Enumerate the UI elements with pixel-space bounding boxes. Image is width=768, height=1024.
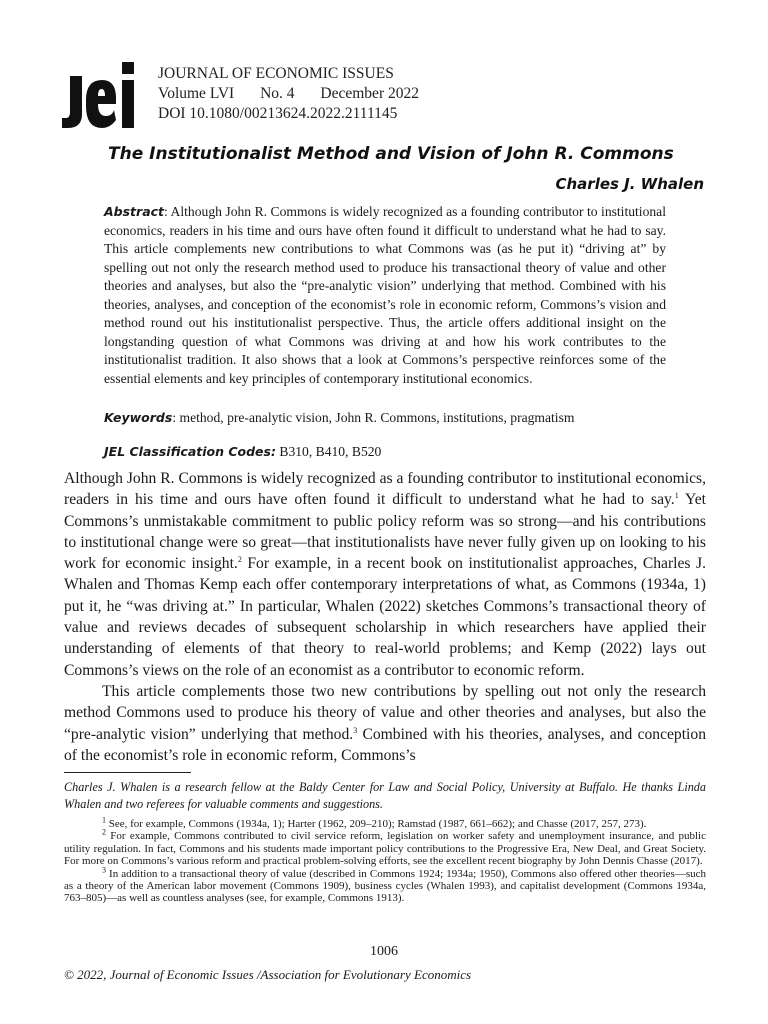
jel-text: B310, B410, B520 xyxy=(275,444,382,459)
p1-part-b: Yet Commons’s unmistakable commitment to public policy reform was so strong—and his contributions to institutional change were so great—that institutionalists have never fully given up on looking to his work for economic insight. xyxy=(64,491,706,573)
footnote-3-text: In addition to a transactional theory of value (described in Commons 1924; 1934a; 1950), Commons also offered other theories—such as a theory of the American labor movement (Commons 1909), business cycles (Whalen 1993), and capitalist development (Commons 1934a, 763–805)—as well as countless analyses (see, for example, Commons 1913). xyxy=(64,867,706,905)
footnote-2-text: For example, Commons contributed to civil service reform, legislation on worker safety and unemployment insurance, and public utility regulation. In fact, Commons and his students made important policy contributions to the Progressive Era, New Deal, and Great Society. For more on Commons’s various reform and practical problem-solving efforts, see the excellent recent biography by John Dennis Chasse (2017). xyxy=(64,830,706,868)
author-bio: Charles J. Whalen is a research fellow at the Baldy Center for Law and Social Policy, University at Buffalo. He thanks Linda Whalen and two referees for valuable comments and suggestions. xyxy=(64,780,706,811)
paragraph-2 xyxy=(64,681,706,766)
p2-part-a: This article complements those two new contributions by spelling out not only the research method Commons used to produce his theory of value and other theories and analyses, but also the “pre-analytic vision” underlying that method. xyxy=(64,682,706,743)
issue-date: December 2022 xyxy=(320,85,419,102)
abstract-text: : Although John R. Commons is widely recognized as a founding contributor to institutional economics, readers in his time and ours have often found it difficult to understand what he had to say. This article complements new contributions to what Commons was (as he put it) “driving at” by spelling out not only the research method used to produce his transactional theory of value and other theories and analyses, but also the “pre-analytic vision” underlying that method. Combined with his theories, analyses, and conception of the economist’s role in economic reform, Commons’s vision and method round out his institutionalist perspective. Thus, the article offers additional insight on the longstanding question of what Commons was driving at and how his work contributes to the institutionalist tradition. It also shows that a look at Commons’s perspective reinforces some of the essential elements and key principles of contemporary institutional economics. xyxy=(104,204,666,386)
footnote-mark-3: 3 xyxy=(102,864,106,874)
masthead xyxy=(158,64,419,124)
page-number: 1006 xyxy=(370,944,398,959)
footnote-mark-1: 1 xyxy=(102,815,106,825)
issue-info xyxy=(158,84,419,104)
article-author: Charles J. Whalen xyxy=(555,175,704,193)
abstract-label: Abstract xyxy=(104,204,165,219)
footnote-ref-3[interactable]: 3 xyxy=(353,725,358,735)
footnotes xyxy=(64,815,706,905)
footnote-divider xyxy=(64,772,191,773)
p1-part-a: Although John R. Commons is widely recognized as a founding contributor to institutional economics, readers in his time and ours have often found it difficult to understand what he had to say. xyxy=(64,470,706,509)
jel-label: JEL Classification Codes: xyxy=(104,444,276,459)
keywords-text: : method, pre-analytic vision, John R. Commons, institutions, pragmatism xyxy=(172,410,575,425)
footnote-ref-2[interactable]: 2 xyxy=(237,555,242,564)
p2-part-b: Combined with his theories, analyses, and conception of the economist’s role in economic reform, Commons’s xyxy=(64,725,706,764)
footnote-ref-1[interactable]: 1 xyxy=(674,491,679,501)
journal-name: JOURNAL OF ECONOMIC ISSUES xyxy=(158,65,394,82)
footnote-1 xyxy=(64,815,706,830)
footnote-3 xyxy=(64,864,706,905)
keywords-label: Keywords xyxy=(104,410,173,425)
volume: Volume LVI xyxy=(158,85,235,102)
p1-part-c: For example, in a recent book on institutionalist approaches, Charles J. Whalen and Thomas Kemp each offer contemporary interpretations of what, as Commons (1934a, 1) put it, he “was driving at.” In particular, Whalen (2022) sketches Commons’s transactional theory of value and reviews decades of subsequent scholarship in which researchers have applied their understanding of elements of that theory to real-world problems; and Kemp (2022) lays out Commons’s views on the role of an economist as a contributor to economic reform. xyxy=(64,555,706,679)
journal-logo xyxy=(60,58,144,130)
issue-number: No. 4 xyxy=(260,85,295,102)
footnote-mark-2: 2 xyxy=(102,827,106,837)
jei-logo-icon xyxy=(60,58,144,130)
footnote-2 xyxy=(64,827,706,868)
article-title: The Institutionalist Method and Vision of John R. Commons xyxy=(108,144,674,164)
footnote-1-text: See, for example, Commons (1934a, 1); Harter (1962, 209–210); Ramstad (1987, 661–662); and Chasse (2017, 257, 273). xyxy=(106,818,647,830)
copyright: © 2022, Journal of Economic Issues /Association for Evolutionary Economics xyxy=(64,967,472,982)
abstract xyxy=(104,203,666,388)
doi: DOI 10.1080/00213624.2022.2111145 xyxy=(158,105,398,122)
body-text xyxy=(64,468,706,766)
jel-codes xyxy=(104,444,381,460)
keywords xyxy=(104,410,574,426)
paragraph-1 xyxy=(64,468,706,681)
